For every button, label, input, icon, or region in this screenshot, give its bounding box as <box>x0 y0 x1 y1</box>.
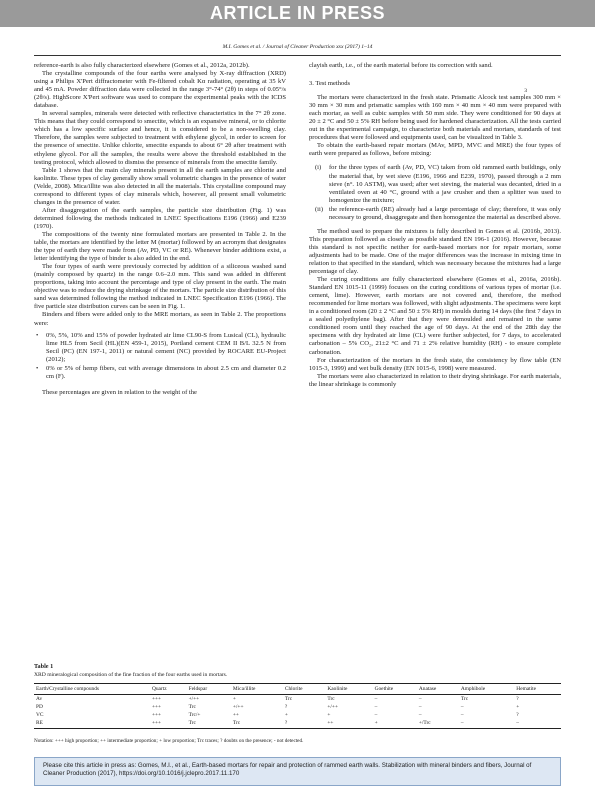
column-header: Hematite <box>514 684 561 695</box>
list-item <box>315 206 561 222</box>
table-cell: – <box>374 703 378 710</box>
table-row <box>34 703 561 711</box>
article-in-press-banner: ARTICLE IN PRESS <box>0 0 595 27</box>
list-text: the reference-earth (RE) already had a large percentage of clay; therefore, it was only necessary to ground, disaggregate and then homogenize the material as described above. <box>329 205 561 221</box>
list-item: • 0%, 5%, 10% and 15% of powder hydrated air lime CL90-S from Lusical (CL), hydraulic lime HL5 from Secil (HL)(EN 459-1, 2015), Portland cement CEM II B/L 32.5 N from Secil (PC) (EN 197-1, 2011) or natural cement (NC) provided by ROCARE EU-Project (2012); <box>34 332 286 364</box>
paragraph: reference-earth is also fully characterized elsewhere (Gomes et al., 2012a, 2012b). <box>34 62 250 69</box>
earth-preparation-list <box>315 164 561 221</box>
journal-running-title: M.I. Gomes et al. / Journal of Cleaner Production xxx (2017) 1–14 <box>222 44 373 50</box>
table-cell: +++ <box>151 695 162 702</box>
paragraph: clayish earth, i.e., of the earth material before its correction with sand. <box>309 62 493 69</box>
paragraph: The curing conditions are fully characterized elsewhere (Gomes et al., 2016a, 2016b). Standard EN 1015-11 (1999) focuses on the curing conditions of various types of mortar (i.e. cement, lime). However, earth mortars are not covered and, therefore, the method recommended for lime mortars was followed, with slight adjustments. The specimens were kept in a conditioned room (20 ± 2 °C and 50 ± 5% RH) in moulds during 14 days (the first 7 days in a sealed polyethylene bag). After that they were demoulded and remained in the same conditioned room until they reached the age of 90 days. At the end of the 28th day the specimens with dry hydrated air lime (CL) were further subjected, for 7 days, to accelerated carbonation – 5% CO₂, 21±2 °C and 71 ± 2% relative humidity (RH) - to ensure complete carbonation. <box>309 276 562 356</box>
binder-proportions-list <box>34 332 286 381</box>
column-header: Earth/Crystalline compounds <box>34 684 150 695</box>
table-cell: Av <box>36 695 43 702</box>
column-header: Amphibole <box>459 684 514 695</box>
table-cell: – <box>418 695 422 702</box>
column-header: Anatase <box>417 684 459 695</box>
table-cell: ? <box>516 695 519 702</box>
table-header-row <box>34 684 561 695</box>
table-cell: ? <box>284 703 288 710</box>
table-cell: Trc/+ <box>188 711 201 718</box>
list-label: (ii) <box>315 205 323 213</box>
table-cell: VC <box>36 711 44 718</box>
table-cell: – <box>460 711 464 718</box>
table-cell: + <box>516 703 520 710</box>
table-cell: +/++ <box>327 703 338 710</box>
table-cell: – <box>418 703 422 710</box>
table-cell: – <box>374 695 378 702</box>
table-cell: Trc <box>231 720 283 729</box>
table-cell: +++ <box>150 720 187 729</box>
paragraph: The compositions of the twenty nine formulated mortars are presented in Table 2. In the table, the mortars are identified by the letter M (mortar) followed by an acronym that designates the type of earth they were made from (Av, PD, VC or RE). Whenever binder additions exist, a letter identifying the type of binder is also added in the end. <box>34 230 286 263</box>
list-text: for the three types of earth (Av, PD, VC) taken from old rammed earth buildings, only the material that, by wet sieve (E196, 1966 and E239, 1970), passed through a 2 mm sieve (n°. 10 ASTM), was used; after wet sieving, the material was decanted, dried in a ventilated oven at 40 °C, ground with a jaw crusher and then a splitter was used to homogenize the mixture; <box>329 164 561 204</box>
column-header: Kaolinite <box>325 684 372 695</box>
column-header: Mica/illite <box>231 684 283 695</box>
table-cell: +/Trc <box>417 720 459 729</box>
paragraph: For characterization of the mortars in the fresh state, the consistency by flow table (EN 1015-3, 1999) and wet bulk density (EN 1015-6, 1998) were measured. <box>309 356 561 372</box>
paragraph: These percentages are given in relation to the weight of the <box>42 388 197 396</box>
citation-text: Please cite this article in press as: Gomes, M.I., et al., Earth-based mortars for repair and protection of rammed earth walls. Stabilization with mineral binders and fibers, Journal of Cleaner Production (2017), https://doi.org/10.1016/j.jclepro.2017.11.170 <box>43 762 532 777</box>
left-column <box>34 62 286 397</box>
list-item <box>315 164 561 204</box>
table-cell: + <box>232 695 236 702</box>
table-title: Table 1 <box>34 663 54 670</box>
table-caption: XRD mineralogical composition of the fine fraction of the four earths used in mortars. <box>34 672 228 678</box>
paragraph: Binders and fibers were added only to the MRE mortars, as seen in Table 2. The proportions were: <box>34 311 286 327</box>
table-cell: + <box>373 720 417 729</box>
paragraph: Table 1 shows that the main clay minerals present in all the earth samples are chlorite and kaolinite. These types of clay generally show small volumetric changes in the presence of water (Velde, 2008). Mica/illite was also detected in all the materials. This crystalline compound may correspond to different types of clay minerals which, however, all present small volumetric changes in the presence of water. <box>34 166 286 206</box>
table-cell: RE <box>34 720 150 729</box>
paragraph: The method used to prepare the mixtures is fully described in Gomes et al. (2016b, 2013). This preparation followed as closely as possible standard EN 196-1 (2016). However, because this standard is not specific neither for earth-based mortars nor for repair mortars, some adjustments had to be made. One of the major differences was the increase in mixing time in relation to that specified in the standard, which was necessary because the mixtures had a large percentage of clay. <box>309 227 561 276</box>
table-cell: Trc <box>460 695 469 702</box>
paragraph: The four types of earth were previously corrected by addition of a siliceous washed sand (mainly composed by quartz) in the range 0.6–2.0 mm. This sand was added in different proportions, taking into account the percentage and type of clay present in the earth. The main objective was to reduce the drying shrinkage of the mortars. The particle size distribution of this sand was determined following the method indicated in LNEC Specification E196 (1966). The five particle size distribution curves can be seen in Fig. 1. <box>34 263 286 311</box>
column-header: Chlorite <box>283 684 326 695</box>
section-heading: 3. Test methods <box>309 80 351 88</box>
paragraph: The mortars were characterized in the fresh state. Prismatic Alcock test samples 300 mm × 30 mm × 30 mm and prismatic samples with 160 mm × 40 mm × 40 mm were prepared with each mortar, as well as cubic samples with 50 mm side. They were conditioned for 90 days at 20 ± 2 °C and 50 ± 5% RH before being used for hardened characterization. All the tests carried out in the experimental campaign, to characterize both materials and mortars, standards of test procedures that were followed and equipments used, can be visualized in Table 3. <box>309 94 561 142</box>
column-header: Goethite <box>373 684 417 695</box>
table-cell: – <box>514 720 561 729</box>
table-cell: – <box>374 711 378 718</box>
table-row <box>34 695 561 704</box>
xrd-composition-table <box>34 683 561 729</box>
table-cell: + <box>327 711 331 718</box>
table-cell: ++ <box>325 720 372 729</box>
table-cell: Trc <box>187 720 231 729</box>
table-cell: +/++ <box>188 695 200 702</box>
table-cell: ? <box>283 720 326 729</box>
table-cell: +++ <box>151 703 162 710</box>
page-number: 3 <box>524 88 527 94</box>
paragraph: The crystalline compounds of the four earths were analysed by X-ray diffraction (XRD) using a Philips X'Pert diffractometer with Fe-filtered cobalt Kα radiation, operating at 35 kV and 45 mA. Powder diffraction data were collected in the range 3°-74° (2θ) in steps of 0.05°/s (2θ/s). HighScore X'Pert software was used to compare the experimental peaks with the ICDS database. <box>34 70 286 110</box>
table-cell: Trc <box>188 703 196 710</box>
paragraph: After disaggregation of the earth samples, the particle size distribution (Fig. 1) was determined following the methods indicated in LNEC Specifications E196 (1966) and E239 (1970). <box>34 206 286 230</box>
paragraph: To obtain the earth-based repair mortars (MAv, MPD, MVC and MRE) the four types of earth were prepared as follows, before mixing: <box>309 142 561 158</box>
citation-box <box>34 757 561 786</box>
column-header: Quartz <box>150 684 187 695</box>
table-cell: Trc <box>327 695 335 702</box>
table-cell: – <box>459 720 514 729</box>
column-header: Feldspar <box>187 684 231 695</box>
table-cell: PD <box>36 703 43 710</box>
list-item: • 0% or 5% of hemp fibers, cut with average dimensions in about 2.5 cm and diameter 0.2 cm (F). <box>34 365 286 381</box>
header-rule <box>34 55 561 56</box>
list-label: (i) <box>315 164 322 172</box>
table-cell: ? <box>516 711 519 718</box>
table-cell: + <box>284 711 288 718</box>
right-column <box>309 62 561 389</box>
paragraph: In several samples, minerals were detected with reflective characteristics in the 7° 2θ zone. This means that they could correspond to smectite, which is an expansive mineral, or to chlorite which has a low specific surface and hence, it is considered to be a non-swelling clay. Therefore, the samples were subjected to treatment with ethylene glycol, in order to screen for the presence of smectite. Unlike chlorite, smectite expands to about 6° 2θ after treatment with ethylene glycol. For all the samples, the results were above the threshold established in the testing protocol, which allowed to dismiss the presence of minerals from the smectite family. <box>34 110 286 166</box>
table-row <box>34 720 561 729</box>
table-row <box>34 711 561 719</box>
table-cell: – <box>418 711 422 718</box>
table-cell: ++ <box>232 711 239 718</box>
table-cell: Trc <box>284 695 293 702</box>
table-notes: Notation: +++ high proportion; ++ intermediate proportion; + low proportion; Trc traces; ? doubts on the presence; - not detected. <box>34 738 304 744</box>
table-cell: – <box>460 703 464 710</box>
table-cell: +/++ <box>232 703 244 710</box>
paragraph: The mortars were also characterized in relation to their drying shrinkage. For earth materials, the linear shrinkage is commonly <box>309 372 561 388</box>
table-cell: +++ <box>151 711 162 718</box>
